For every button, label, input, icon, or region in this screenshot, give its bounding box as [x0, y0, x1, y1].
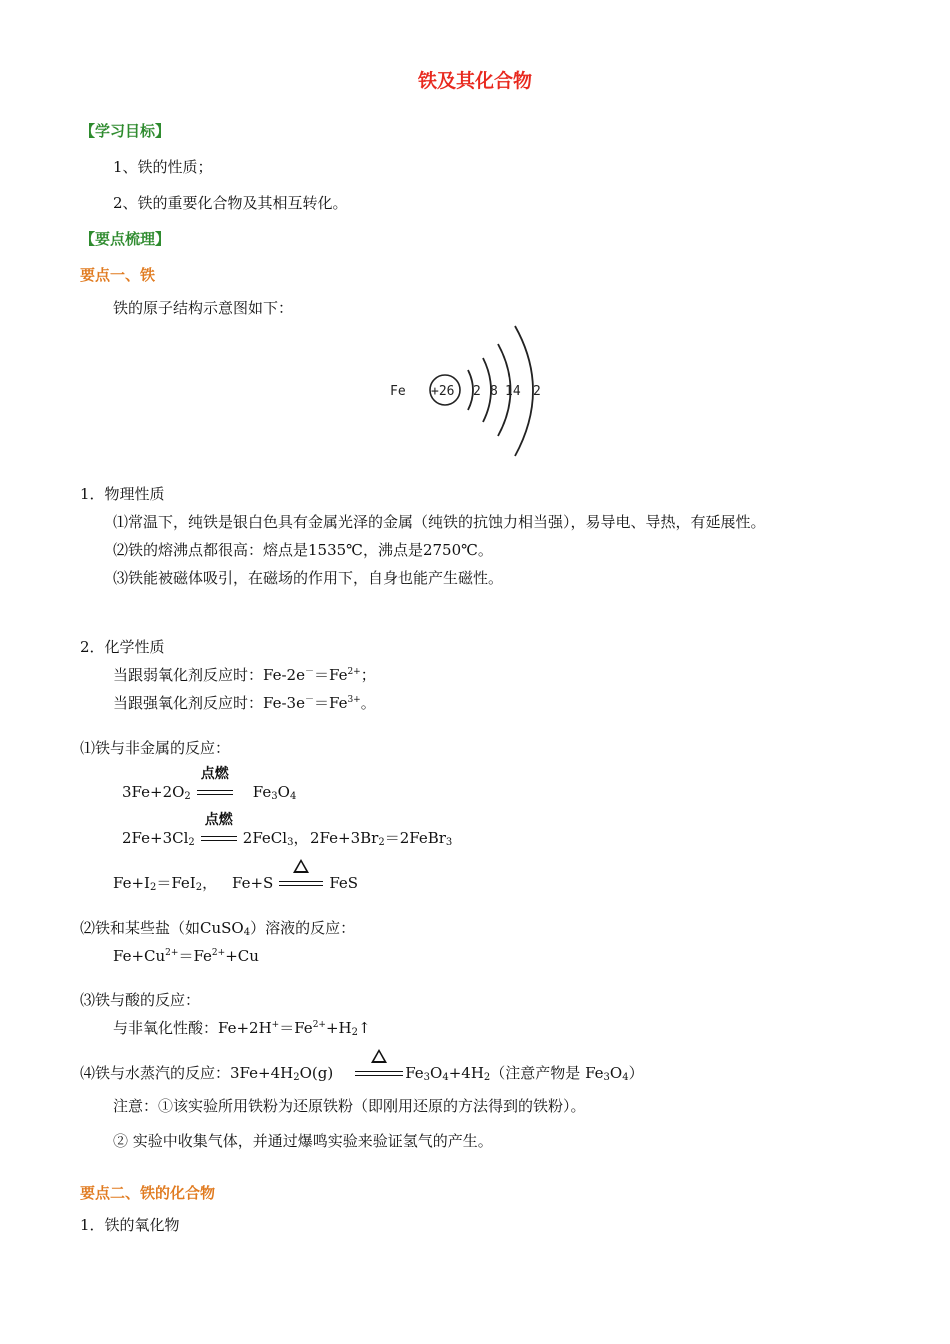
- page-title: 铁及其化合物: [417, 70, 532, 92]
- note-line: 注意：①该实验所用铁粉为还原铁粉（即刚用还原的方法得到的铁粉）。: [113, 1097, 586, 1115]
- goal-item: 2、铁的重要化合物及其相互转化。: [113, 194, 348, 212]
- atom-symbol: Fe: [390, 384, 406, 399]
- heat-condition: [279, 877, 323, 891]
- heat-condition: [355, 1067, 403, 1081]
- reaction-fe-steam: ⑷铁与水蒸汽的反应：$3Fe+4H_2O(g)$ $Fe_3O_4+4H_2$（注意产物是 $Fe_3O_4$）: [80, 1064, 644, 1082]
- reaction-fe-br2: $2Fe+3Br_2=2FeBr_3$: [310, 829, 453, 848]
- ignite-condition: 点燃: [197, 786, 233, 800]
- section2-heading: 要点二、铁的化合物: [80, 1184, 216, 1202]
- section1-heading: 要点一、铁: [80, 266, 156, 284]
- atom-intro: 铁的原子结构示意图如下：: [113, 299, 294, 317]
- shell-electrons: 2: [533, 384, 541, 399]
- ignite-condition: 点燃: [201, 832, 237, 846]
- acid-heading: ⑶铁与酸的反应：: [80, 991, 201, 1009]
- note-line: ② 实验中收集气体，并通过爆鸣实验来验证氢气的产生。: [113, 1132, 493, 1150]
- chemical-heading: 2．化学性质: [80, 638, 165, 656]
- salt-heading: ⑵铁和某些盐（如CuSO$_4$）溶液的反应：: [80, 919, 356, 938]
- reaction-fe-o2: $3Fe+2O_2$ 点燃 $Fe_3O_4$: [122, 766, 297, 802]
- physical-item: ⑵铁的熔沸点都很高：熔点是1535℃，沸点是2750℃。: [113, 541, 493, 559]
- nucleus-charge: +26: [431, 384, 455, 399]
- weak-oxidant-line: 当跟弱氧化剂反应时：$Fe-2e^-=Fe^{2+}$；: [113, 666, 376, 684]
- oxides-heading: 1．铁的氧化物: [80, 1216, 180, 1234]
- reaction-fe-acid: 与非氧化性酸：$Fe+2H^+=Fe^{2+}+H_2↑$: [113, 1019, 371, 1038]
- reaction-fe-cl2: $2Fe+3Cl_2$ 点燃 2FeCl$_3$，: [122, 812, 309, 848]
- heat-triangle-icon: [371, 1049, 387, 1063]
- reaction-fe-s: Fe+S FeS: [232, 874, 358, 892]
- reaction-fe-i2: $Fe+I_2=FeI_2$，: [113, 874, 218, 893]
- atom-structure-diagram: [365, 318, 575, 463]
- goals-heading: 【学习目标】: [80, 122, 171, 140]
- shell-electrons: 14: [505, 384, 521, 399]
- physical-heading: 1．物理性质: [80, 485, 165, 503]
- shell-electrons: 2: [473, 384, 481, 399]
- heat-triangle-icon: [293, 859, 309, 873]
- goal-item: 1、铁的性质；: [113, 158, 213, 176]
- nonmetal-heading: ⑴铁与非金属的反应：: [80, 739, 231, 757]
- physical-item: ⑶铁能被磁体吸引，在磁场的作用下，自身也能产生磁性。: [113, 569, 504, 587]
- shell-electrons: 8: [490, 384, 498, 399]
- reaction-fe-cu: $Fe+Cu^{2+}=Fe^{2+}+Cu$: [113, 947, 259, 965]
- physical-item: ⑴常温下，纯铁是银白色具有金属光泽的金属（纯铁的抗蚀力相当强），易导电、导热，有延展性。: [113, 513, 766, 531]
- strong-oxidant-line: 当跟强氧化剂反应时：$Fe-3e^-=Fe^{3+}$。: [113, 694, 376, 712]
- points-heading: 【要点梳理】: [80, 230, 171, 248]
